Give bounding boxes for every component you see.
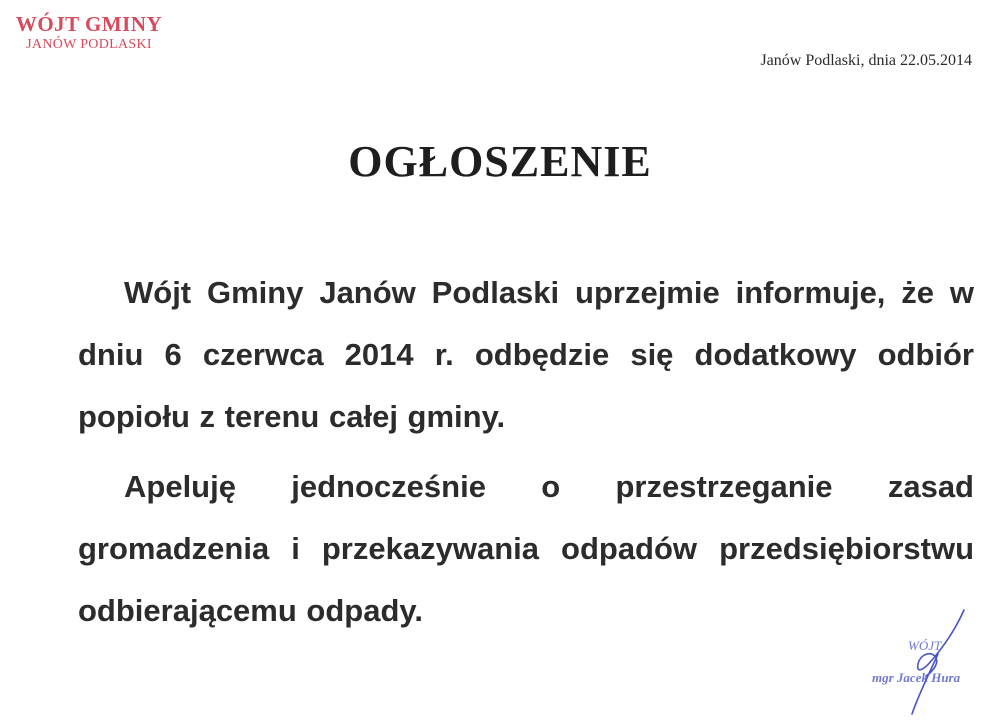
stamp-name-text: mgr Jacek Hura [872, 670, 961, 685]
paragraph-information: Wójt Gminy Janów Podlaski uprzejmie informuje, że w dniu 6 czerwca 2014 r. odbędzie się dodatkowy odbiór popiołu z terenu całej gminy. [78, 275, 974, 434]
handwritten-signature [912, 610, 964, 714]
stamp-line-office: WÓJT GMINY [15, 12, 163, 36]
signature-stamp-graphic [866, 606, 990, 718]
stamp-line-municipality: JANÓW PODLASKI [26, 37, 152, 52]
office-header-stamp [14, 14, 164, 52]
date-line: Janów Podlaski, dnia 22.05.2014 [760, 52, 972, 69]
announcement-body [78, 262, 974, 642]
paragraph-appeal: Apeluję jednocześnie o przestrzeganie zasad gromadzenia i przekazywania odpadów przedsiębiorstwu odbierającemu odpady. [78, 469, 974, 628]
signature-stamp [866, 606, 990, 718]
document-title: OGŁOSZENIE [348, 137, 652, 186]
stamp-title-text: WÓJT [908, 638, 942, 653]
